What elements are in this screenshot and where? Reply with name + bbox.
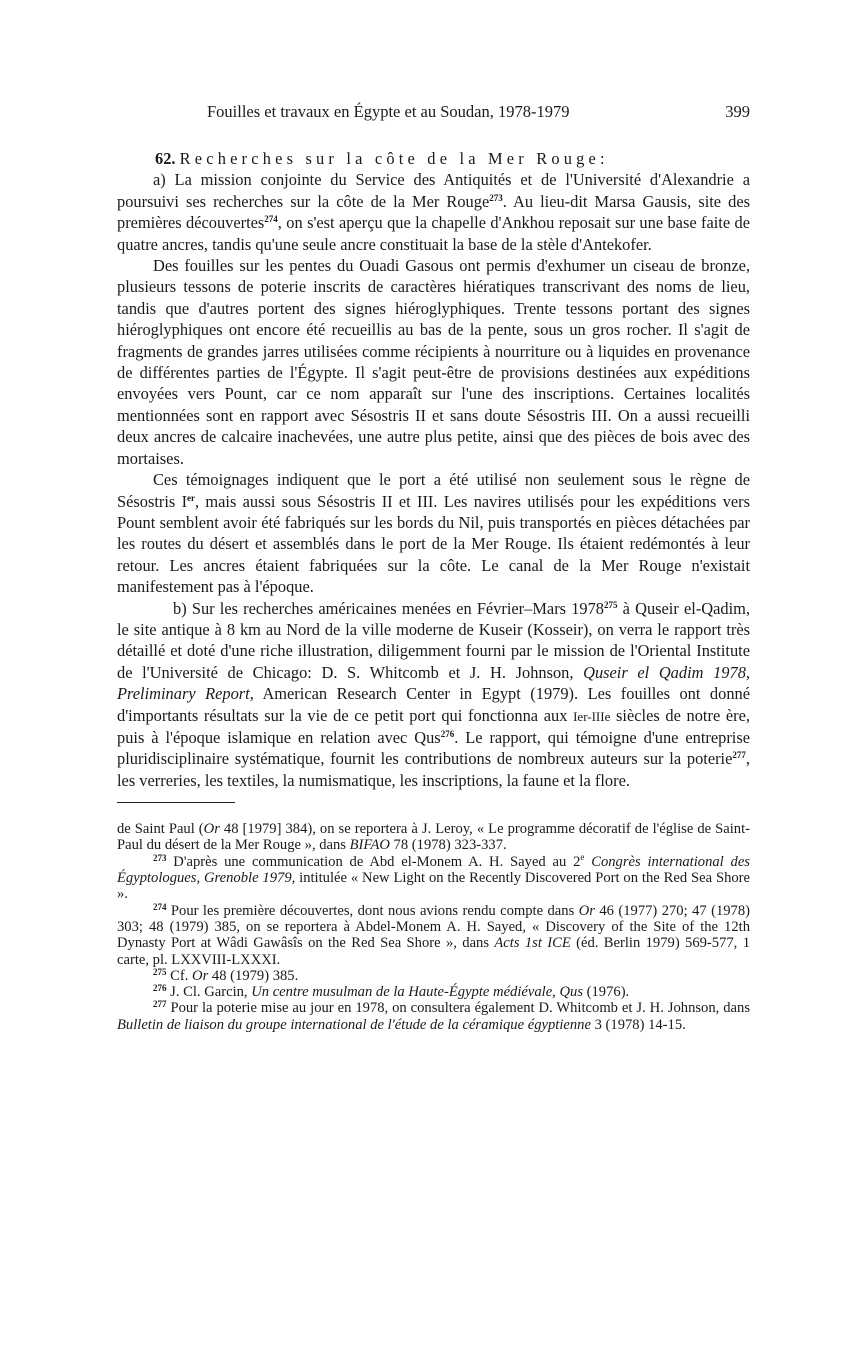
report-title: Quseir el Qadim 1978, Preliminary Report	[117, 662, 750, 704]
superscript: er	[187, 492, 196, 503]
italic-run: Or	[192, 967, 209, 984]
section-number: 62.	[155, 149, 176, 168]
footnote-276	[117, 984, 750, 1000]
text-run: Ces témoignages indiquent que le port a été utilisé non seulement sous le règne de Sésostris I	[117, 470, 750, 511]
footnote-number: 274	[153, 901, 167, 912]
text-run: Cf.	[166, 967, 193, 984]
italic-run: BIFAO	[349, 837, 390, 854]
footnote-273	[117, 851, 750, 903]
footnote-ref[interactable]: 277	[732, 750, 746, 761]
footnote-ref[interactable]: 275	[603, 599, 618, 610]
footnote-number: 275	[153, 966, 167, 977]
italic-run: Bulletin de liaison du groupe international de l'étude de la céramique égyptienne	[117, 1016, 591, 1033]
footnote-274	[117, 903, 750, 968]
italic-run: Acts 1st ICE	[494, 935, 571, 952]
footnote-divider	[117, 802, 235, 803]
page-number: 399	[725, 102, 750, 121]
text-run: , on s'est aperçu que la chapelle d'Ankhou reposait sur une base faite de quatre ancres, tandis qu'une seule ancre constituait la base de la stèle d'Antekofer.	[117, 213, 750, 254]
text-run: b) Sur les recherches américaines menées en Février–Mars 1978	[173, 598, 604, 618]
running-title: Fouilles et travaux en Égypte et au Soudan, 1978-1979	[207, 102, 570, 121]
footnote-ref[interactable]: 273	[489, 192, 503, 203]
century-range: Ier-IIIe	[573, 708, 611, 724]
italic-run: Un centre musulman de la Haute-Égypte médiévale, Qus	[251, 984, 583, 1001]
italic-run: Congrès international des Égyptologues, Grenoble 1979	[117, 853, 750, 887]
running-header	[117, 102, 750, 126]
text-run: 3 (1978) 14-15.	[590, 1016, 686, 1033]
text-run: , les verreries, les textiles, la numismatique, les inscriptions, la faune et la flore.	[117, 749, 750, 790]
paragraph-b	[117, 598, 750, 792]
text-run: de Saint Paul (	[117, 821, 204, 838]
text-run: . Le rapport, qui témoigne d'une entreprise pluridisciplinaire systématique, fournit les contributions de nombreux auteurs sur la poterie	[117, 727, 750, 769]
footnote-number: 276	[153, 983, 167, 994]
main-text	[117, 148, 750, 791]
paragraph-fouilles: Des fouilles sur les pentes du Ouadi Gasous ont permis d'exhumer un ciseau de bronze, plusieurs tessons de poterie inscrits de caractères hiératiques transcrivant des noms de lieu, tandis que d'autres portent des signes hiéroglyphiques. Trente tessons portant des signes hiéroglyphiques ont encore été recueillis au bas de la pente, sous un gros rocher. Il s'agit de fragments de grandes jarres utilisées comme récipients à nourriture ou à liquides en provenance de différentes parties de l'Égypte. Il s'agit peut-être de provisions destinées aux expéditions envoyées vers Pount, car ce nom apparaît sur l'une des inscriptions. Certaines localités mentionnées sont en rapport avec Sésostris II et sans doute Sésostris III. On a aussi recueilli deux ancres de calcaire inachevées, une autre plus petite, ainsi que des pièces de bois avec des mortaises.	[117, 256, 750, 468]
text-run: (éd. Berlin 1979) 569-577, 1 carte, pl. LXXVIII-LXXXI.	[117, 935, 750, 968]
text-run: , intitulée « New Light on the Recently Discovered Port on the Red Sea Shore ».	[117, 870, 750, 903]
text-run: , mais aussi sous Sésostris II et III. Les navires utilisés pour les expéditions vers Pount semblent avoir été fabriqués sur les bords du Nil, puis transportés en pièces détachées par les routes du désert et assemblés dans le port de la Mer Rouge. Ils étaient redémontés à leur retour. Les ancres étaient fabriquées sur la côte. Le canal de la Mer Rouge n'existait manifestement pas à l'époque.	[117, 491, 751, 597]
text-run: a) La mission conjointe du Service des Antiquités et de l'Université d'Alexandrie a poursuivi ses recherches sur la côte de la Mer Rouge	[117, 170, 750, 211]
text-run: Pour la poterie mise au jour en 1978, on consultera également D. Whitcomb et J. H. Johnson, dans	[166, 1000, 750, 1017]
paragraph-a	[117, 169, 750, 255]
text-run: (1976).	[583, 984, 630, 1001]
footnote-number: 277	[153, 999, 167, 1010]
footnotes	[117, 821, 750, 1033]
text-run: 78 (1978) 323-337.	[389, 837, 507, 854]
text-run: 46 (1977) 270; 47 (1978) 303; 48 (1979) 385, on se reportera à Abdel-Monem A. H. Sayed, « Discovery of the Site of the 12th Dynasty Port at Wâdi Gawâsîs on the Red Sea Shore », dans	[117, 902, 750, 952]
italic-run: Or	[203, 821, 220, 838]
italic-run: Or	[578, 902, 595, 919]
footnote-ref[interactable]: 276	[440, 728, 455, 739]
footnote-continued	[117, 821, 750, 854]
superscript: e	[580, 851, 585, 862]
section-heading	[117, 148, 750, 169]
footnote-ref[interactable]: 274	[264, 214, 278, 225]
text-run: , American Research Center in Egypt (1979). Les fouilles ont donné d'importants résultats sur la vie de ce petit port qui fonctionna aux	[117, 684, 750, 725]
text-run: siècles de notre ère, puis à l'époque islamique en relation avec Qus	[117, 705, 750, 747]
footnote-277	[117, 1000, 750, 1033]
text-run: 48 (1979) 385.	[208, 967, 299, 984]
footnote-275	[117, 968, 750, 984]
text-run: Pour les première découvertes, dont nous avions rendu compte dans	[166, 902, 579, 919]
section-title: Recherches sur la côte de la Mer Rouge:	[179, 149, 609, 168]
text-run: D'après une communication de Abd el-Monem A. H. Sayed au 2	[166, 853, 581, 870]
text-run: . Au lieu-dit Marsa Gausis, site des premières découvertes	[117, 191, 750, 233]
text-run: J. Cl. Garcin,	[166, 984, 252, 1001]
text-run: à Quseir el-Qadim, le site antique à 8 km au Nord de la ville moderne de Kuseir (Kosseir), on verra le rapport très détaillé et doté d'une riche illustration, diligemment fourni par le mission de l'Oriental Institute de l'Université de Chicago: D. S. Whitcomb et J. H. Johnson,	[117, 598, 750, 682]
document-page	[117, 102, 750, 1033]
footnote-number: 273	[153, 852, 167, 863]
paragraph-temoignages	[117, 469, 750, 597]
text-run: 48 [1979] 384), on se reportera à J. Leroy, « Le programme décoratif de l'église de Saint-Paul du désert de la Mer Rouge », dans	[117, 821, 750, 854]
